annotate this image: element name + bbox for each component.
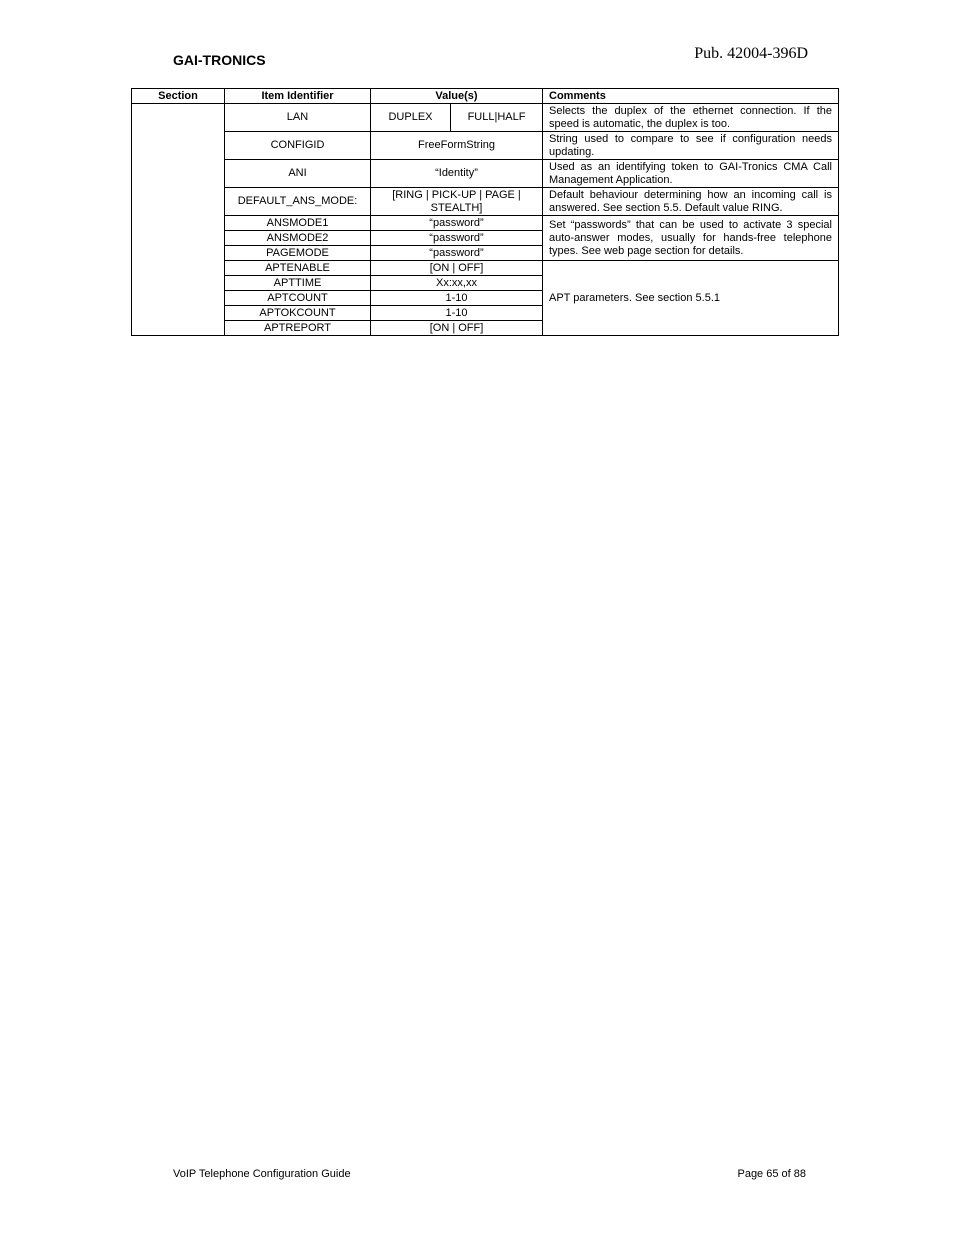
comment-cell: String used to compare to see if configuration needs updating. xyxy=(543,132,839,160)
header-item-identifier: Item Identifier xyxy=(225,89,371,104)
item-identifier: DEFAULT_ANS_MODE: xyxy=(225,188,371,216)
item-identifier: LAN xyxy=(225,104,371,132)
value-cell: DUPLEX xyxy=(371,104,451,132)
value-cell: 1-10 xyxy=(371,291,543,306)
comment-cell: Used as an identifying token to GAI-Tronics CMA Call Management Application. xyxy=(543,160,839,188)
table-row xyxy=(132,160,839,188)
table-row xyxy=(132,216,839,231)
table-row xyxy=(132,104,839,132)
table-header-row xyxy=(132,89,839,104)
value-cell: [RING | PICK-UP | PAGE | STEALTH] xyxy=(371,188,543,216)
item-identifier: PAGEMODE xyxy=(225,246,371,261)
comment-cell: Default behaviour determining how an incoming call is answered. See section 5.5. Default value RING. xyxy=(543,188,839,216)
value-cell: FULL|HALF xyxy=(451,104,543,132)
value-cell: 1-10 xyxy=(371,306,543,321)
value-cell: FreeFormString xyxy=(371,132,543,160)
item-identifier: ANI xyxy=(225,160,371,188)
value-cell: “Identity” xyxy=(371,160,543,188)
item-identifier: ANSMODE1 xyxy=(225,216,371,231)
value-cell: [ON | OFF] xyxy=(371,321,543,336)
item-identifier: APTOKCOUNT xyxy=(225,306,371,321)
item-identifier: APTENABLE xyxy=(225,261,371,276)
table-row xyxy=(132,132,839,160)
item-identifier: CONFIGID xyxy=(225,132,371,160)
value-cell: “password” xyxy=(371,216,543,231)
value-cell: “password” xyxy=(371,246,543,261)
page-number: Page 65 of 88 xyxy=(737,1168,806,1180)
publication-number: Pub. 42004-396D xyxy=(694,45,808,62)
configuration-table xyxy=(131,88,839,336)
value-cell: “password” xyxy=(371,231,543,246)
item-identifier: ANSMODE2 xyxy=(225,231,371,246)
table-row xyxy=(132,188,839,216)
comment-cell: Set “passwords” that can be used to activate 3 special auto-answer modes, usually for hands-free telephone types. See web page section for details. xyxy=(543,216,839,261)
section-cell xyxy=(132,104,225,336)
header-section: Section xyxy=(132,89,225,104)
header-comments: Comments xyxy=(543,89,839,104)
value-cell: Xx:xx,xx xyxy=(371,276,543,291)
item-identifier: APTCOUNT xyxy=(225,291,371,306)
header-values: Value(s) xyxy=(371,89,543,104)
comment-cell: APT parameters. See section 5.5.1 xyxy=(543,261,839,336)
item-identifier: APTTIME xyxy=(225,276,371,291)
table-row xyxy=(132,261,839,276)
comment-cell: Selects the duplex of the ethernet connection. If the speed is automatic, the duplex is too. xyxy=(543,104,839,132)
item-identifier: APTREPORT xyxy=(225,321,371,336)
footer-title: VoIP Telephone Configuration Guide xyxy=(173,1168,351,1180)
company-name: GAI-TRONICS xyxy=(173,52,266,68)
value-cell: [ON | OFF] xyxy=(371,261,543,276)
